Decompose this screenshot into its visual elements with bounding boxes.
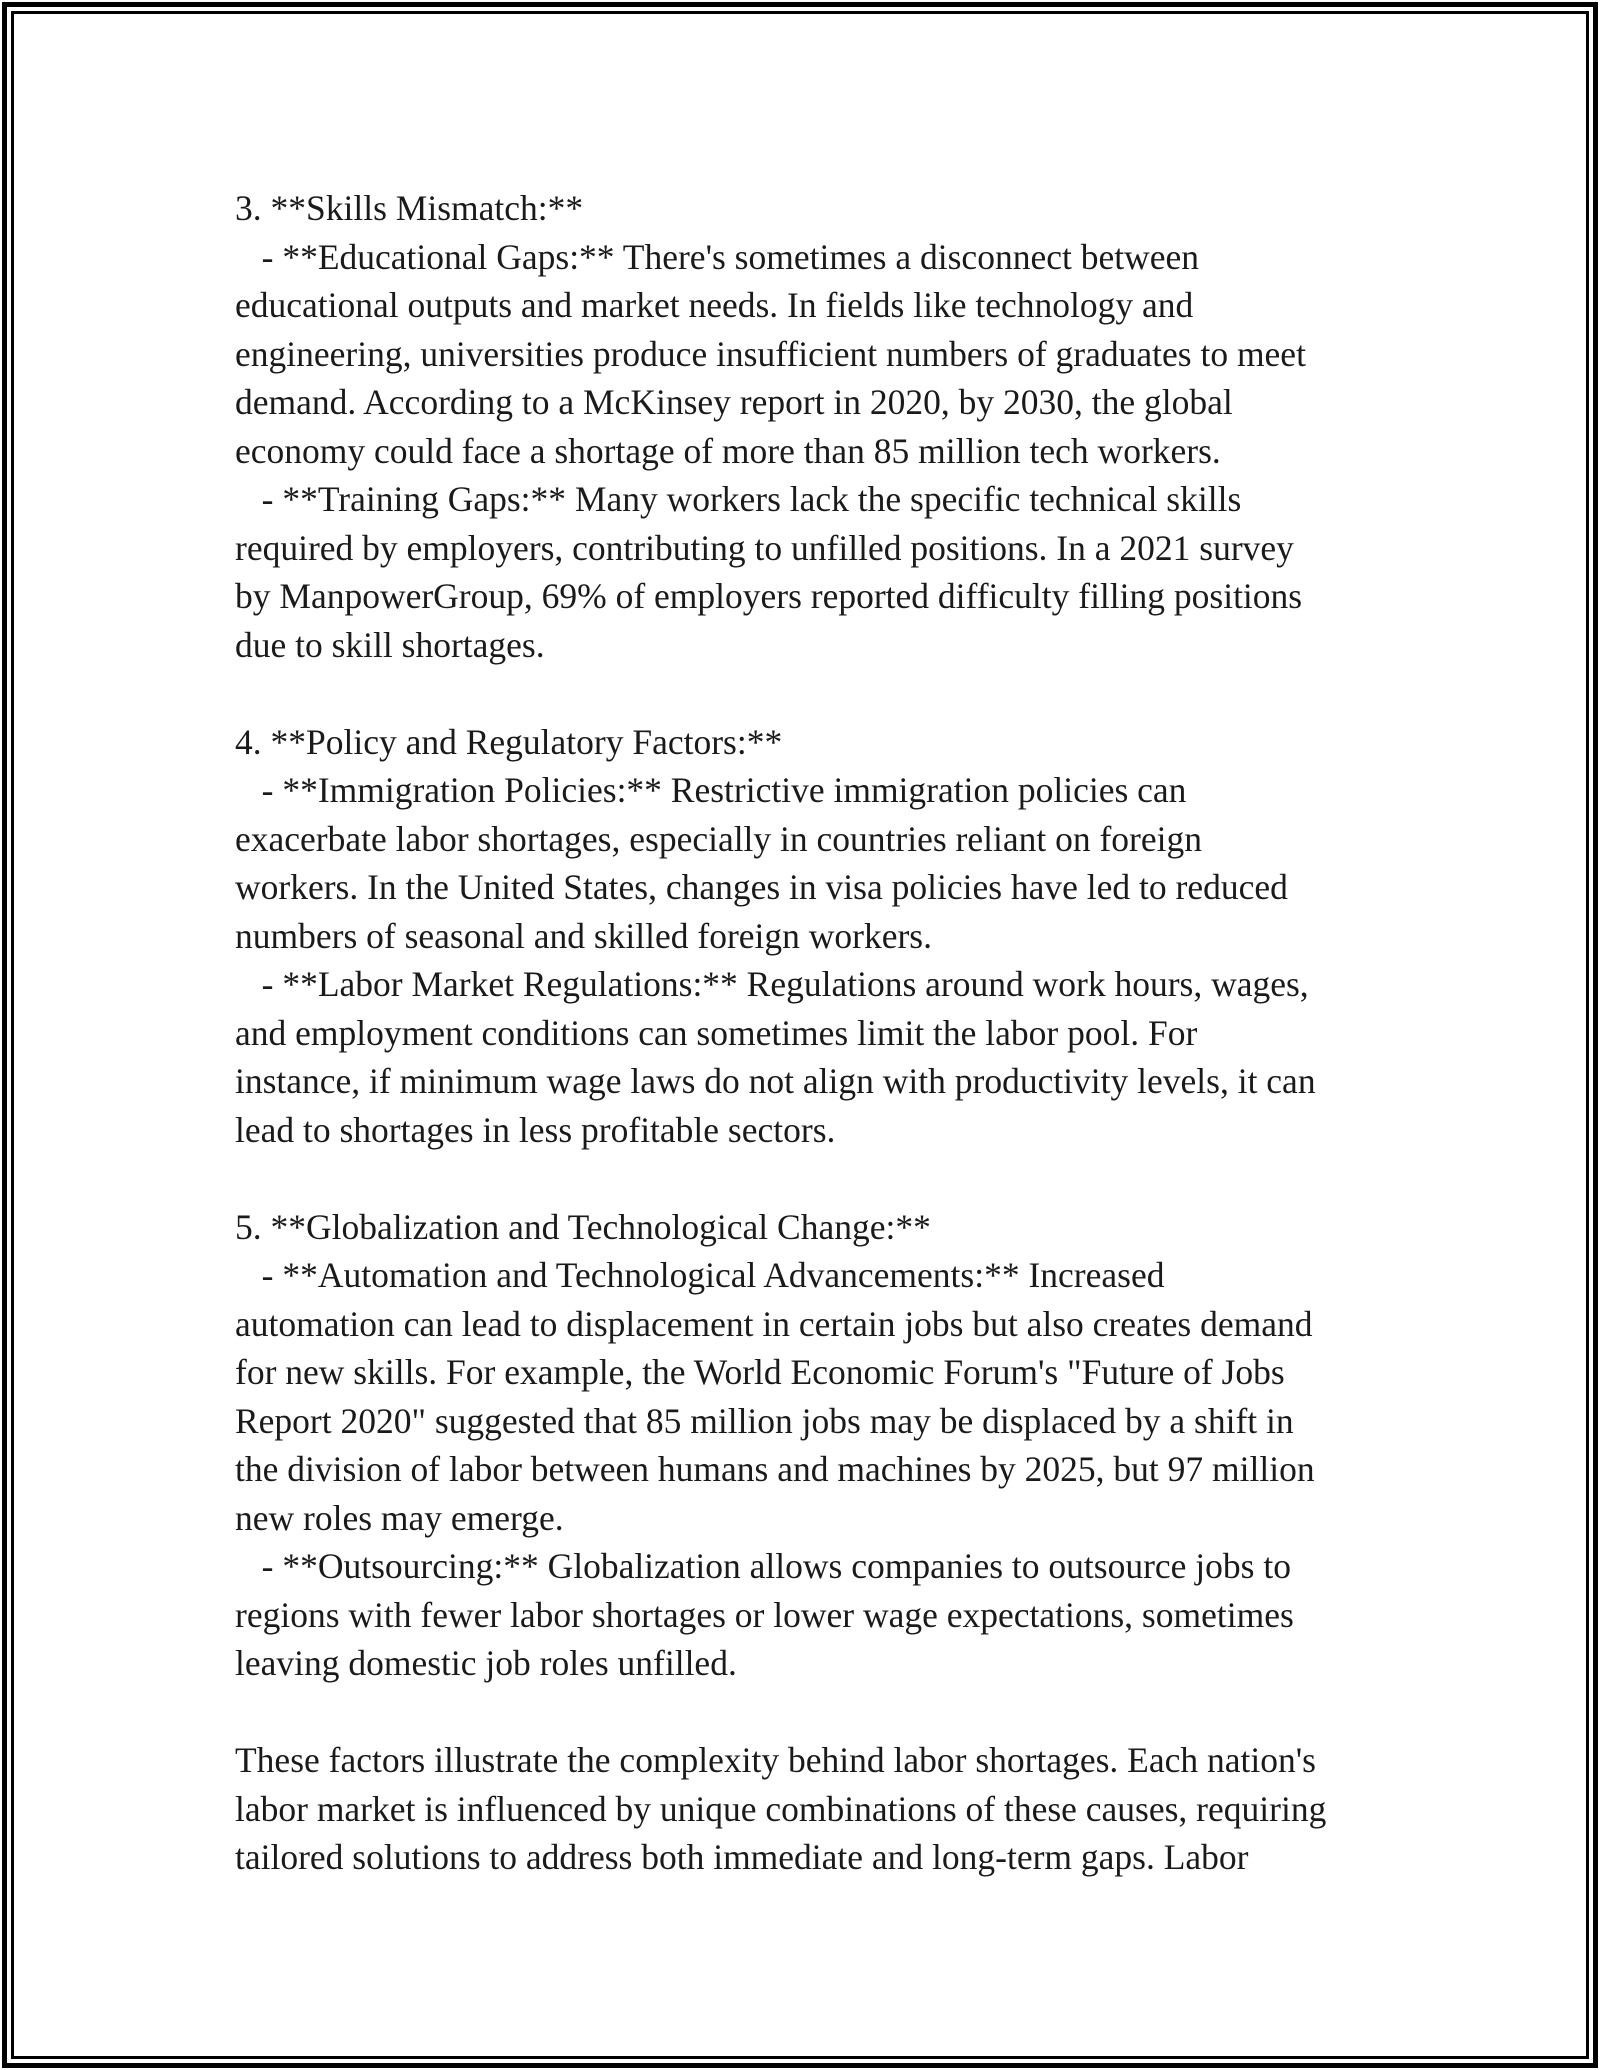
text-line: - **Immigration Policies:** Restrictive immigration policies can xyxy=(235,770,1187,810)
text-line: - **Outsourcing:** Globalization allows companies to outsource jobs to xyxy=(235,1546,1291,1586)
text-line: due to skill shortages. xyxy=(235,624,545,665)
text-line: regions with fewer labor shortages or lower wage expectations, sometimes xyxy=(235,1594,1294,1635)
section-conclusion xyxy=(235,1736,1375,1882)
section-policy-regulatory xyxy=(235,718,1375,1155)
text-line: - **Labor Market Regulations:** Regulations around work hours, wages, xyxy=(235,964,1309,1004)
text-line: for new skills. For example, the World Economic Forum's "Future of Jobs xyxy=(235,1352,1285,1392)
text-line: labor market is influenced by unique combinations of these causes, requiring xyxy=(235,1788,1327,1829)
paragraph-spacer xyxy=(235,1688,1375,1737)
text-line: demand. According to a McKinsey report in 2020, by 2030, the global xyxy=(235,382,1233,422)
text-line: workers. In the United States, changes in visa policies have led to reduced xyxy=(235,867,1288,907)
section-heading: 3. **Skills Mismatch:** xyxy=(235,188,584,228)
text-line: - **Automation and Technological Advancements:** Increased xyxy=(235,1255,1165,1295)
section-heading: 4. **Policy and Regulatory Factors:** xyxy=(235,721,783,762)
text-line: by ManpowerGroup, 69% of employers reported difficulty filling positions xyxy=(235,576,1303,616)
text-line: required by employers, contributing to unfilled positions. In a 2021 survey xyxy=(235,527,1294,568)
text-line: leaving domestic job roles unfilled. xyxy=(235,1643,737,1683)
section-globalization-technology xyxy=(235,1203,1375,1688)
text-line: instance, if minimum wage laws do not align with productivity levels, it can xyxy=(235,1061,1316,1101)
text-line: engineering, universities produce insufficient numbers of graduates to meet xyxy=(235,333,1306,374)
text-line: economy could face a shortage of more than 85 million tech workers. xyxy=(235,430,1221,471)
text-line: educational outputs and market needs. In fields like technology and xyxy=(235,285,1194,325)
text-line: the division of labor between humans and machines by 2025, but 97 million xyxy=(235,1449,1315,1489)
text-line: tailored solutions to address both immediate and long-term gaps. Labor xyxy=(235,1837,1249,1877)
text-line: lead to shortages in less profitable sectors. xyxy=(235,1109,836,1150)
text-line: exacerbate labor shortages, especially in countries reliant on foreign xyxy=(235,818,1202,859)
text-line: - **Training Gaps:** Many workers lack the specific technical skills xyxy=(235,479,1242,519)
text-line: automation can lead to displacement in certain jobs but also creates demand xyxy=(235,1303,1313,1344)
text-line: numbers of seasonal and skilled foreign workers. xyxy=(235,915,932,956)
paragraph-spacer xyxy=(235,669,1375,718)
section-skills-mismatch xyxy=(235,184,1375,669)
section-heading: 5. **Globalization and Technological Change:** xyxy=(235,1206,931,1247)
paragraph-spacer xyxy=(235,1154,1375,1203)
text-line: new roles may emerge. xyxy=(235,1497,564,1538)
text-line: - **Educational Gaps:** There's sometimes a disconnect between xyxy=(235,236,1199,277)
text-line: and employment conditions can sometimes limit the labor pool. For xyxy=(235,1012,1198,1053)
text-line: Report 2020" suggested that 85 million jobs may be displaced by a shift in xyxy=(235,1400,1294,1441)
document-body xyxy=(235,184,1375,1882)
text-line: These factors illustrate the complexity behind labor shortages. Each nation's xyxy=(235,1740,1316,1780)
